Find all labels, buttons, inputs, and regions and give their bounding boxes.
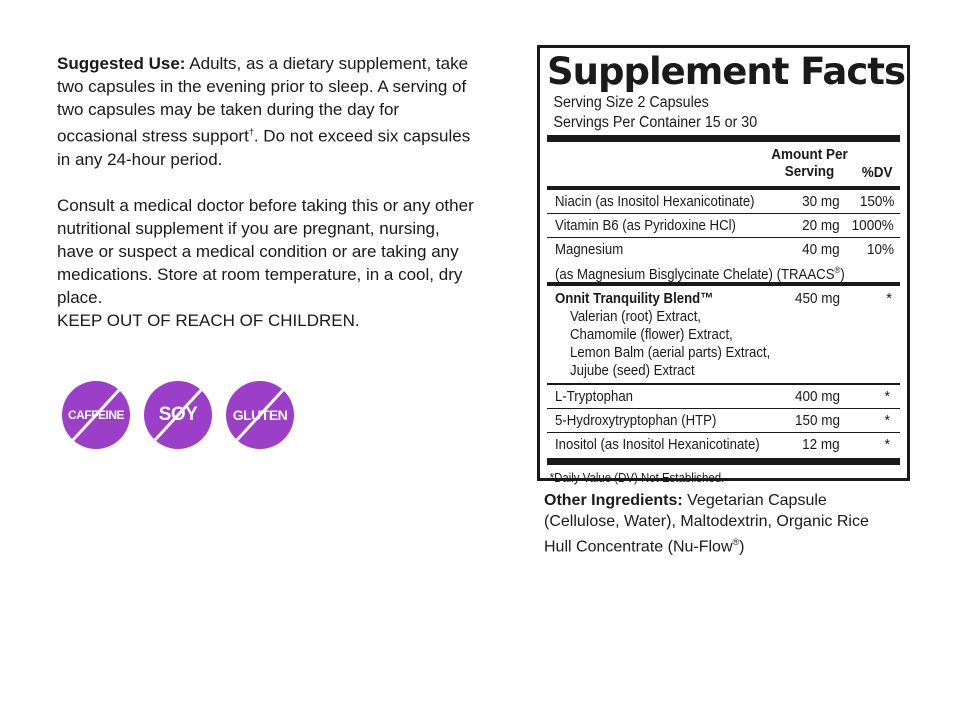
nutrient-row [547,214,900,237]
nutrient-dv: 1000% [851,217,894,234]
registered-mark: ® [732,537,740,547]
soy-label: SOY [158,404,198,425]
blend-ingredient: Chamomile (flower) Extract, [570,326,733,343]
blend-ingredient: Jujube (seed) Extract [570,362,695,379]
caffeine-label: CAFFEINE [68,408,124,422]
no-caffeine-icon [61,380,131,450]
serving-size: Serving Size 2 Capsules [553,94,709,111]
amount-header-line-2: Serving [784,163,835,180]
nutrient-row [547,190,900,213]
nutrient-name: Magnesium [555,241,624,258]
blend-dv: * [886,290,892,307]
nutrient-amount: 12 mg [802,436,840,453]
nutrient-dv: * [884,388,890,405]
no-gluten-icon [225,380,295,450]
nutrient-dv: * [884,436,890,453]
nutrient-row [547,238,900,282]
other-ingredients-end: ) [739,538,745,556]
nutrient-dv: * [884,412,890,429]
divider-thick [547,135,900,142]
blend-amount: 450 mg [794,290,840,307]
other-ingredients [544,490,884,557]
suggested-use-text: Adults, as a dietary supplement, take two capsules in the evening prior to sleep. A serving of two capsules may be taken during the day for occasional stress support [57,54,469,146]
suggested-use-text-2: . Do not exceed six capsules in any 24-hour period. [57,126,471,169]
proprietary-blend [547,286,900,383]
other-ingredients-text: Vegetarian Capsule (Cellulose, Water), Maltodextrin, Organic Rice Hull Concentrate (Nu-Flow [544,492,869,556]
amount-per-serving-header [771,146,848,180]
registered-mark: ® [834,265,841,275]
warning-paragraph [57,194,477,332]
warning-text: Consult a medical doctor before taking this or any other nutritional supplement if you are pregnant, nursing, have or suspect a medical condition or are taking any medications. Store at room temperature, in a cool, dry place. [57,195,474,307]
nutrient-row [547,409,900,432]
facts-header-row [547,142,900,186]
nutrient-name: L-Tryptophan [555,388,634,405]
gluten-label: GLUTEN [232,407,288,423]
free-from-badges [61,380,295,450]
nutrient-dv: 10% [866,241,894,258]
nutrient-name: Niacin (as Inositol Hexanicotinate) [555,193,755,210]
nutrient-subtext-end: ) [840,266,845,283]
dagger-mark: † [248,127,254,137]
blend-name: Onnit Tranquility Blend™ [555,290,714,307]
nutrient-name: Vitamin B6 (as Pyridoxine HCl) [555,217,736,234]
nutrient-name: 5-Hydroxytryptophan (HTP) [555,412,717,429]
amount-header-line-1: Amount Per [771,146,848,163]
nutrient-subtext-main: (as Magnesium Bisglycinate Chelate) (TRAACS [555,266,835,283]
dv-footnote: *Daily Value (DV) Not Established. [549,470,725,485]
blend-ingredient: Valerian (root) Extract, [570,308,702,325]
nutrient-name: Inositol (as Inositol Hexanicotinate) [555,436,760,453]
other-ingredients-label: Other Ingredients: [544,492,683,509]
directions-section [57,52,477,332]
keep-out-text: KEEP OUT OF REACH OF CHILDREN. [57,310,360,330]
nutrient-amount: 40 mg [802,241,840,258]
no-soy-icon [143,380,213,450]
nutrient-amount: 20 mg [802,217,840,234]
servings-per-container: Servings Per Container 15 or 30 [553,114,758,131]
blend-ingredients [570,308,770,380]
divider-thick [547,458,900,465]
nutrient-amount: 30 mg [802,193,840,210]
suggested-use-paragraph [57,52,477,171]
nutrient-row [547,385,900,408]
nutrient-row [547,433,900,456]
blend-ingredient: Lemon Balm (aerial parts) Extract, [570,344,771,361]
nutrient-amount: 150 mg [794,412,840,429]
nutrient-subtext [555,260,845,285]
facts-title: Supplement Facts [547,50,906,93]
nutrient-dv: 150% [859,193,894,210]
supplement-facts-panel [537,45,910,485]
nutrient-amount: 400 mg [794,388,840,405]
dv-header: %DV [861,164,893,181]
suggested-use-label: Suggested Use: [57,54,186,73]
